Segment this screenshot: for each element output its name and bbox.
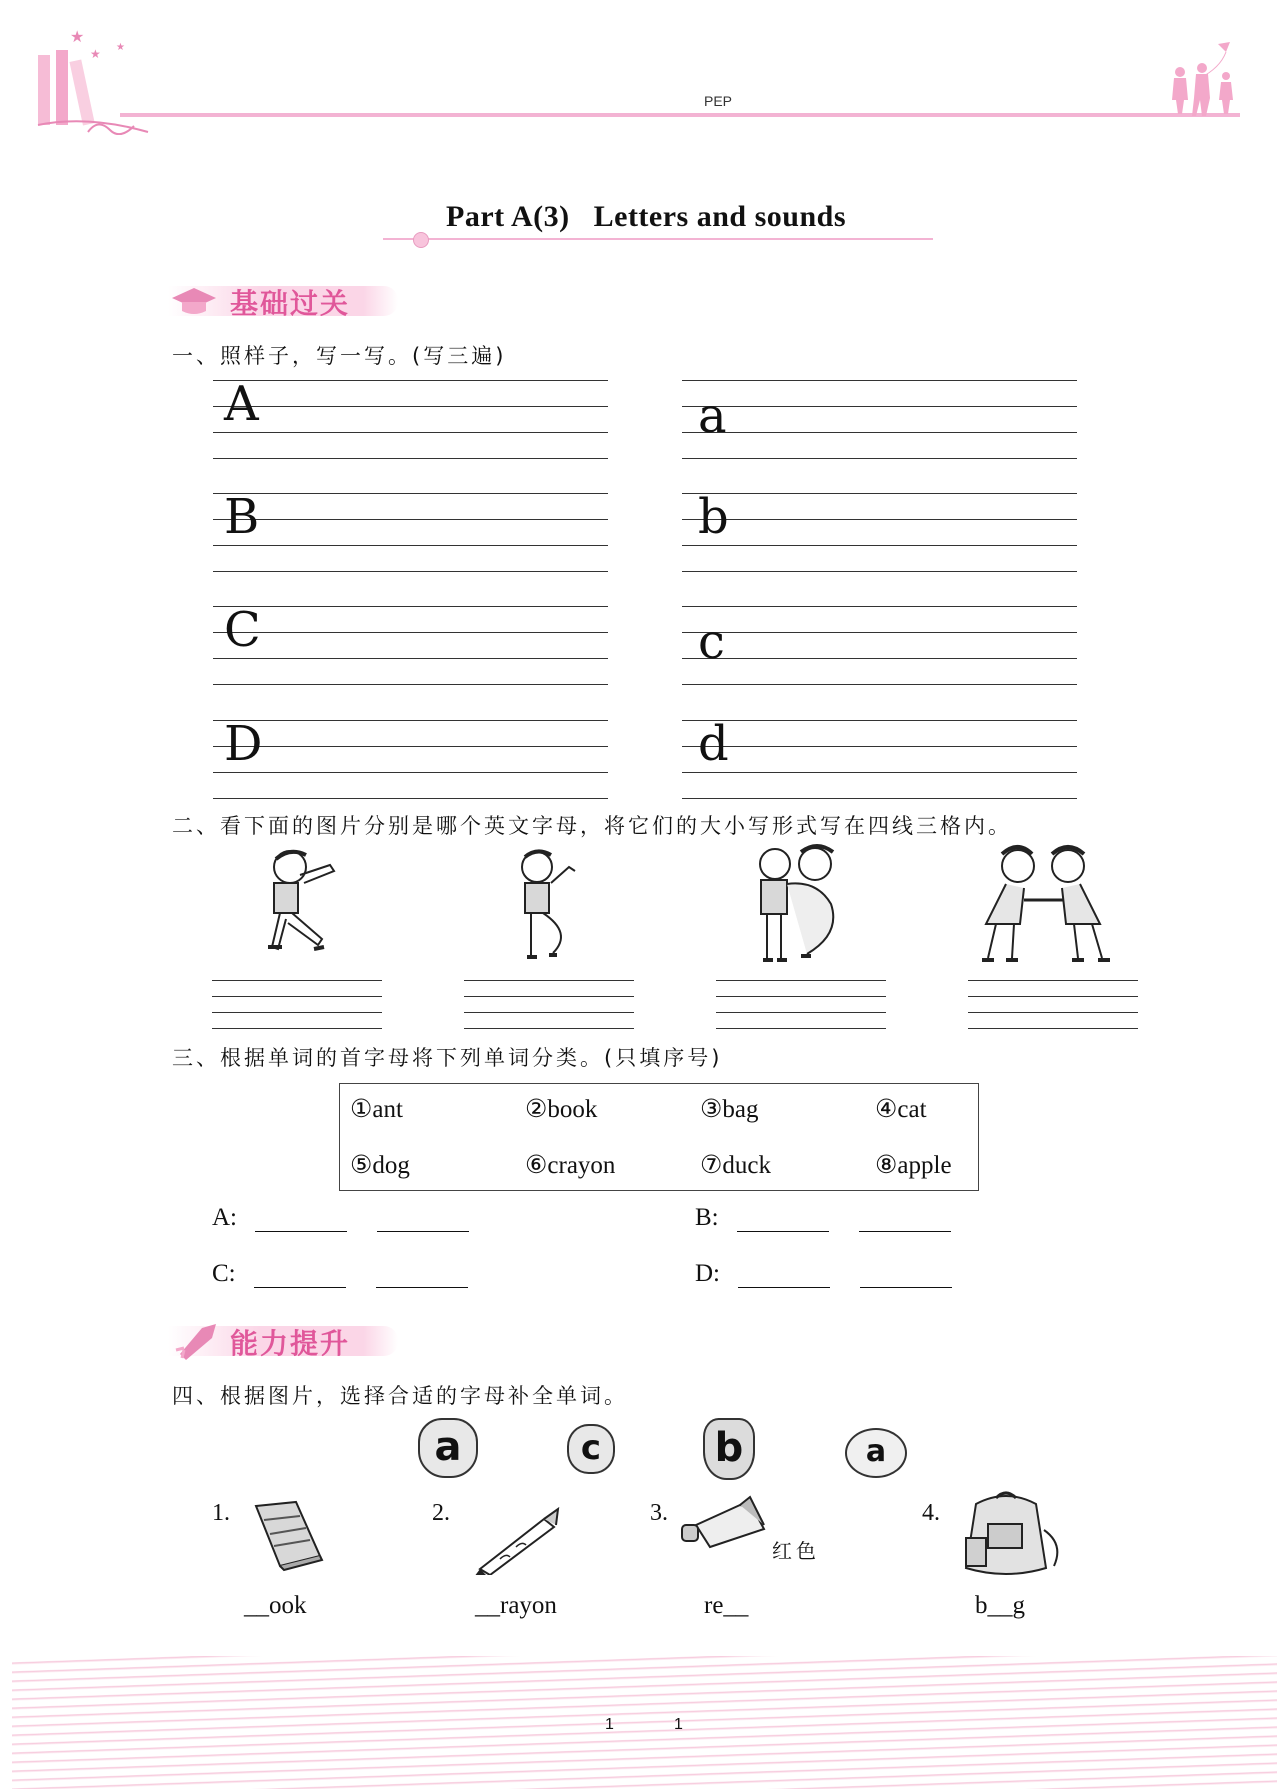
fill-word[interactable]: b__g <box>975 1592 1025 1619</box>
item-number: 3. <box>650 1500 668 1526</box>
question-4-prompt: 四、根据图片，选择合适的字母补全单词。 <box>172 1384 628 1408</box>
children-kite-icon <box>1160 38 1244 118</box>
fill-word[interactable]: __ook <box>244 1592 307 1619</box>
model-letter-lower: c <box>698 614 725 670</box>
fill-word[interactable]: re__ <box>704 1592 749 1619</box>
svg-text:★: ★ <box>70 27 85 46</box>
page-number-right: 1 <box>674 1716 683 1733</box>
four-line-grid[interactable] <box>213 489 608 570</box>
word-item: ⑦duck <box>700 1152 772 1179</box>
four-line-grid[interactable] <box>213 716 608 797</box>
four-line-grid[interactable] <box>682 716 1077 797</box>
picture-caption: 红色 <box>772 1539 820 1563</box>
letter-b-animal-image[interactable]: b <box>703 1418 755 1480</box>
item-number: 1. <box>212 1500 230 1526</box>
school-bag-image <box>952 1490 1062 1580</box>
group-label: D: <box>695 1260 720 1287</box>
book-image <box>250 1500 325 1572</box>
header-label: PEP <box>704 93 733 109</box>
four-line-grid[interactable] <box>213 376 608 457</box>
section-banner-advanced <box>168 1318 408 1360</box>
answer-blank[interactable] <box>255 1209 347 1232</box>
question-3-prompt: 三、根据单词的首字母将下列单词分类。(只填序号) <box>172 1046 723 1070</box>
word-item: ⑥crayon <box>525 1152 616 1179</box>
four-line-grid[interactable] <box>682 489 1077 570</box>
answer-blank[interactable] <box>376 1265 468 1288</box>
title-dot <box>413 232 429 248</box>
model-letter-lower: b <box>698 489 729 545</box>
letter-a-face-image[interactable]: a <box>845 1428 907 1478</box>
word-item: ③bag <box>700 1096 759 1123</box>
model-letter-upper: C <box>224 602 261 658</box>
answer-blank[interactable] <box>737 1209 829 1232</box>
model-letter-upper: A <box>224 376 259 432</box>
question-1-prompt: 一、照样子，写一写。(写三遍) <box>172 344 507 368</box>
item-number: 2. <box>432 1500 450 1526</box>
word-item: ④cat <box>875 1096 927 1123</box>
header-line <box>120 113 1240 117</box>
group-label: A: <box>212 1204 237 1231</box>
group-label: B: <box>695 1204 719 1231</box>
four-line-grid[interactable] <box>464 980 634 1027</box>
section-title: 能力提升 <box>230 1327 351 1360</box>
model-letter-upper: B <box>224 489 260 545</box>
fill-word[interactable]: __rayon <box>475 1592 557 1619</box>
child-letter-k-image <box>240 845 345 970</box>
page-number-left: 1 <box>605 1716 614 1733</box>
section-banner-basic <box>168 278 408 320</box>
svg-text:★: ★ <box>90 47 101 61</box>
answer-row-b <box>695 1204 951 1232</box>
word-item: ①ant <box>350 1096 403 1123</box>
title-underline <box>383 238 933 240</box>
answer-row-a <box>212 1204 469 1232</box>
answer-row-d <box>695 1260 952 1288</box>
model-letter-upper: D <box>224 716 263 772</box>
four-line-grid[interactable] <box>682 380 1077 457</box>
item-number: 4. <box>922 1500 940 1526</box>
word-item: ②book <box>525 1096 598 1123</box>
footer-pattern <box>12 1656 1277 1789</box>
four-line-grid[interactable] <box>682 606 1077 683</box>
model-letter-lower: a <box>698 388 727 444</box>
paint-tube-image <box>680 1495 770 1555</box>
rocket-icon <box>172 1320 222 1360</box>
group-label: C: <box>212 1260 236 1287</box>
graduation-cap-icon <box>170 284 220 318</box>
word-item: ⑤dog <box>350 1152 410 1179</box>
crayon-image <box>470 1505 562 1575</box>
model-letter-lower: d <box>698 716 729 772</box>
word-item: ⑧apple <box>875 1152 952 1179</box>
answer-blank[interactable] <box>377 1209 469 1232</box>
svg-text:★: ★ <box>116 42 125 53</box>
section-title: 基础过关 <box>230 287 351 320</box>
four-line-grid[interactable] <box>212 980 382 1027</box>
header-books-logo <box>28 20 158 135</box>
four-line-grid[interactable] <box>213 602 608 683</box>
page-title: Part A(3) Letters and sounds <box>446 200 847 233</box>
children-letter-d-image <box>745 840 855 970</box>
answer-row-c <box>212 1260 468 1288</box>
four-line-grid[interactable] <box>716 980 886 1027</box>
answer-blank[interactable] <box>859 1209 951 1232</box>
question-2-prompt: 二、看下面的图片分别是哪个英文字母，将它们的大小写形式写在四线三格内。 <box>172 814 1012 838</box>
children-letter-a-image <box>970 840 1120 970</box>
answer-blank[interactable] <box>860 1265 952 1288</box>
answer-blank[interactable] <box>254 1265 346 1288</box>
letter-c-animal-image[interactable]: c <box>567 1424 615 1474</box>
child-letter-j-image <box>505 845 585 970</box>
four-line-grid[interactable] <box>968 980 1138 1027</box>
letter-a-animal-image[interactable]: a <box>418 1418 478 1478</box>
answer-blank[interactable] <box>738 1265 830 1288</box>
